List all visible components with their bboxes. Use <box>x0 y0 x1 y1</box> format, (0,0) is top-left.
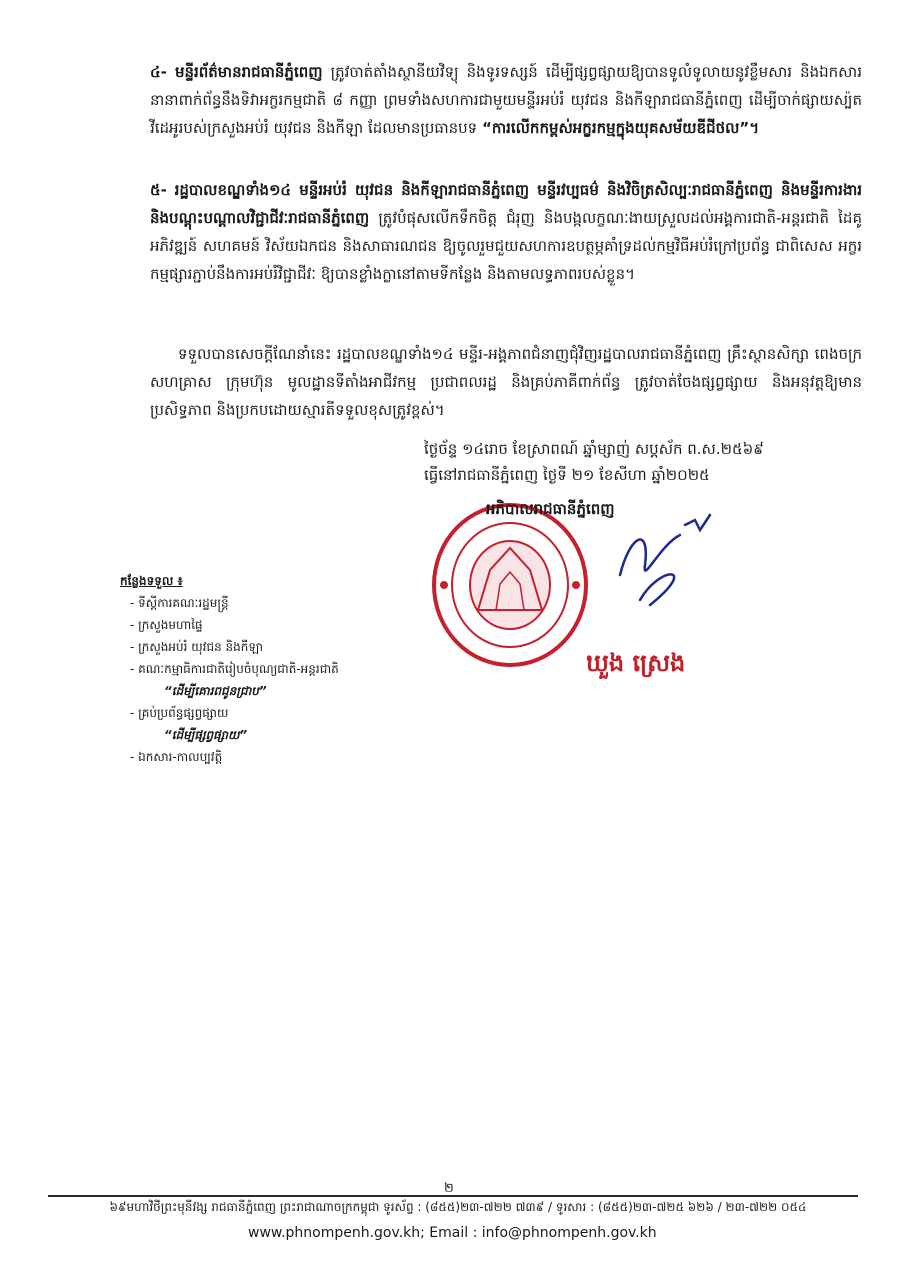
recipient-item: - គ្រប់ប្រព័ន្ធផ្សព្វផ្សាយ <box>130 706 229 720</box>
lunar-date: ថ្ងៃច័ន្ទ ១៤រោច ខែស្រាពណ៍ ឆ្នាំម្សាញ់ សប្តស័ក ព.ស.២៥៦៩ <box>424 440 764 458</box>
official-seal-icon <box>430 500 590 670</box>
recipient-item: - ទីស្តីការគណៈរដ្ឋមន្ត្រី <box>130 596 229 610</box>
footer-divider <box>48 1195 858 1197</box>
item-text: ត្រូវបំផុសលើកទឹកចិត្ត ជំរុញ និងបង្កលក្ខណៈងាយស្រួលដល់អង្គការជាតិ-អន្តរជាតិ ដៃគូអភិវឌ្ឍន៍ សហគមន៍ វិស័យឯកជន និងសាធារណជន ឱ្យចូលរួមជួយសហការឧបត្ថម្ភគាំទ្រដល់កម្មវិធីអប់រំក្រៅប្រព័ន្ធ ជាពិសេស អក្ខរកម្មផ្សារភ្ជាប់នឹងការអប់រំវិជ្ជាជីវៈ ឱ្យបានខ្លាំងក្លានៅតាមទីកន្លែង និងតាមលទ្ធភាពរបស់ខ្លួន។ <box>150 209 862 283</box>
recipient-note: “ដើម្បីផ្សព្វផ្សាយ” <box>164 728 248 742</box>
item-number: ៥- <box>150 181 167 199</box>
signer-name: ឃួង ស្រេង <box>586 649 686 677</box>
item-number: ៤- <box>150 63 167 81</box>
email-label: ; Email : <box>420 1225 482 1241</box>
item-4 <box>150 58 862 142</box>
email-link[interactable]: info@phnompenh.gov.kh <box>481 1225 657 1241</box>
recipient-item: - គណៈកម្មាធិការជាតិរៀបចំបុណ្យជាតិ-អន្តរជាតិ <box>130 662 339 676</box>
recipient-note: “ដើម្បីគោរពជូនជ្រាប” <box>164 684 267 698</box>
recipients-heading: កន្លែងទទួល ៖ <box>120 574 183 588</box>
recipient-item: - ក្រសួងមហាផ្ទៃ <box>130 618 203 632</box>
page-number: ២ <box>444 1181 454 1196</box>
website-link[interactable]: www.phnompenh.gov.kh <box>248 1225 421 1241</box>
intro-paragraph: ទទួលបានសេចក្តីណែនាំនេះ រដ្ឋបាលខណ្ឌទាំង១៤ មន្ទីរ-អង្គភាពជំនាញជុំវិញរដ្ឋបាលរាជធានីភ្នំពេញ គ្រឹះស្ថានសិក្សា ពេងចក្រ សហគ្រាស ក្រុមហ៊ុន មូលដ្ឋានទីតាំងអាជីវកម្ម ប្រជាពលរដ្ឋ និងគ្រប់ភាគីពាក់ព័ន្ធ ត្រូវចាត់ចែងផ្សព្វផ្សាយ និងអនុវត្តឱ្យមានប្រសិទ្ធភាព និងប្រកបដោយស្មារតីទទួលខុសត្រូវខ្ពស់។ <box>150 345 862 419</box>
signature-icon <box>590 505 730 615</box>
item-5 <box>150 176 862 288</box>
recipient-item: - ក្រសួងអប់រំ យុវជន និងកីឡា <box>130 640 264 654</box>
footer-contact <box>248 1225 657 1241</box>
solar-date: ធ្វើនៅរាជធានីភ្នំពេញ ថ្ងៃទី ២១ ខែសីហា ឆ្នាំ២០២៥ <box>424 466 710 484</box>
recipients-list <box>120 570 339 768</box>
date-block <box>424 436 764 488</box>
item-lead: មន្ទីរព័ត៌មានរាជធានីភ្នំពេញ <box>174 63 323 81</box>
authority-title: អភិបាលរាជធានីភ្នំពេញ <box>486 500 615 518</box>
item-lead: រដ្ឋបាលខណ្ឌទាំង១៤ មន្ទីរអប់រំ យុវជន និងកីឡារាជធានីភ្នំពេញ មន្ទីរវប្បធម៌ និងវិចិត្រសិល្បៈរាជធានីភ្នំពេញ និងមន្ទីរការងារ និងបណ្តុះបណ្តាលវិជ្ជាជីវៈរាជធានីភ្នំពេញ <box>150 181 862 227</box>
item-tail: “ការលើកកម្ពស់អក្ខរកម្មក្នុងយុគសម័យឌីជីថល”។ <box>481 119 760 137</box>
recipient-item: - ឯកសារ-កាលប្បវត្តិ <box>130 750 223 764</box>
item-text: ត្រូវចាត់តាំងស្ថានីយវិទ្យុ និងទូរទស្សន៍ ដើម្បីផ្សព្វផ្សាយឱ្យបានទូលំទូលាយនូវខ្លឹមសារ និងឯកសារនានាពាក់ព័ន្ធនឹងទិវាអក្ខរកម្មជាតិ ៨ កញ្ញា ព្រមទាំងសហការជាមួយមន្ទីរអប់រំ យុវជន និងកីឡារាជធានីភ្នំពេញ ដើម្បីចាក់ផ្សាយស្ប៉តវីដេអូរបស់ក្រសួងអប់រំ យុវជន និងកីឡា ដែលមានប្រធានបទ <box>150 63 862 137</box>
footer-address: ៦៩មហាវិថីព្រះមុនីវង្ស រាជធានីភ្នំពេញ ព្រះរាជាណាចក្រកម្ពុជា ទូរស័ព្ទ : (៨៥៥)២៣-៧២២ ៧៣៩ / ទូរសារ : (៨៥៥)២៣-៧២៥ ៦២៦ / ២៣-៧២២ ០៥៤ <box>109 1200 807 1214</box>
